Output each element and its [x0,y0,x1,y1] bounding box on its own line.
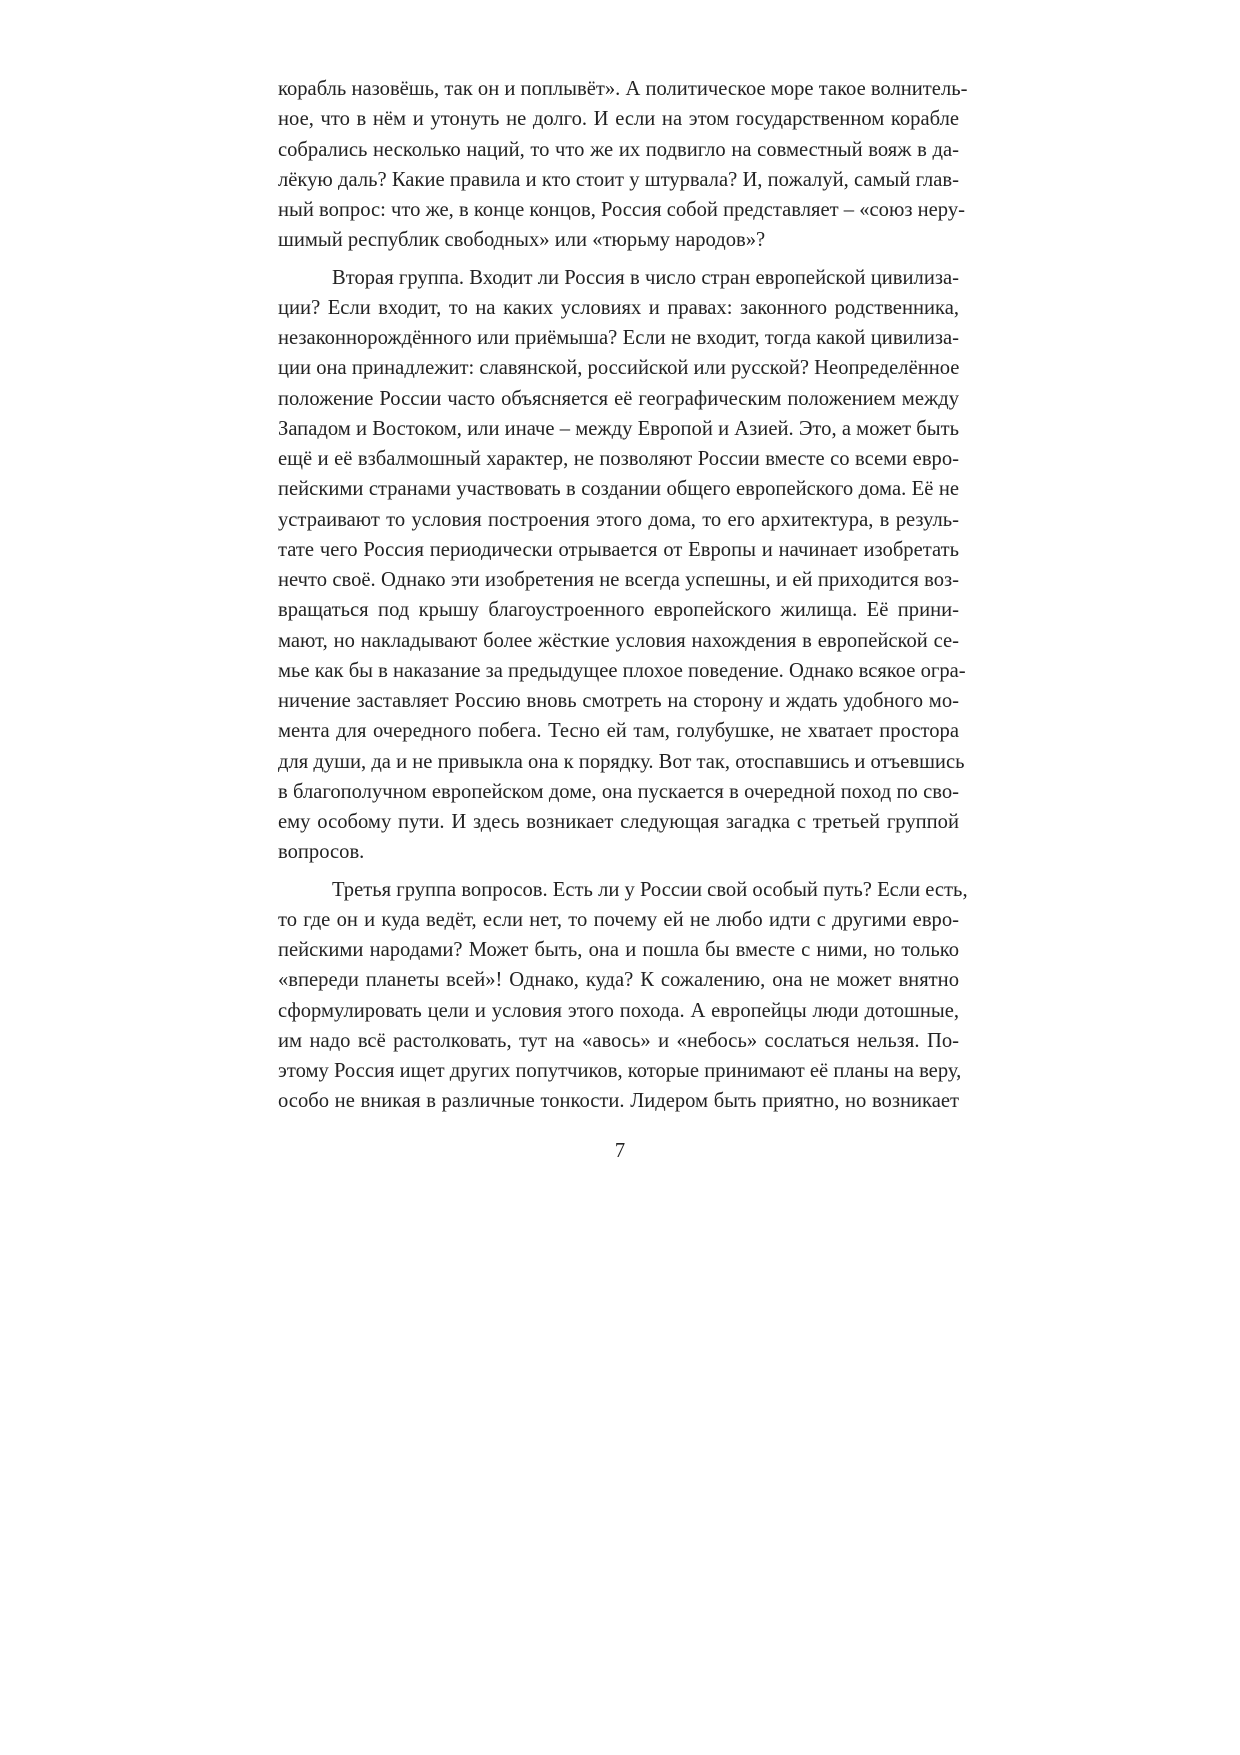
text-line: мают, но накладывают более жёсткие условия нахождения в европейской се- [278,629,959,652]
text-line: в благополучном европейском доме, она пускается в очередной поход по сво- [278,780,959,803]
text-line: ный вопрос: что же, в конце концов, Россия собой представляет – «союз неру- [278,199,965,221]
text-line: ничение заставляет Россию вновь смотреть на сторону и ждать удобного мо- [278,690,959,712]
paragraph-2 [278,263,966,868]
text-line: для души, да и не привыкла она к порядку. Вот так, отоспавшись и отъевшись [278,750,965,773]
text-line: вращаться под крышу благоустроенного европейского жилища. Её прини- [278,599,959,622]
text-line: Западом и Востоком, или иначе – между Европой и Азией. Это, а может быть [278,417,959,440]
body-text [278,74,968,1117]
text-line: положение России часто объясняется её географическим положением между [278,387,959,410]
text-line: ное, что в нём и утонуть не долго. И если на этом государственном корабле [278,108,959,131]
text-line: им надо всё растолковать, тут на «авось» и «небось» сослаться нельзя. По- [278,1029,959,1052]
text-line: пейскими народами? Может быть, она и пошла бы вместе с ними, но только [278,939,959,961]
text-line: «впереди планеты всей»! Однако, куда? К сожалению, она не может внятно [278,969,959,992]
text-line: этому Россия ищет других попутчиков, которые принимают её планы на веру, [278,1060,962,1082]
text-line: мье как бы в наказание за предыдущее плохое поведение. Однако всякое огра- [278,659,966,682]
text-line: собрались несколько наций, то что же их подвигло на совместный вояж в да- [278,138,959,161]
text-line: ему особому пути. И здесь возникает следующая загадка с третьей группой [278,811,959,833]
text-line: пейскими странами участвовать в создании общего европейского дома. Её не [278,478,959,501]
text-line: устраивают то условия построения этого дома, то его архитектура, в резуль- [278,508,959,531]
text-line: Третья группа вопросов. Есть ли у России свой особый путь? Если есть, [332,878,968,901]
paragraph-3 [278,875,968,1117]
text-line: сформулировать цели и условия этого похода. А европейцы люди дотошные, [278,999,959,1022]
text-line: незаконнорождённого или приёмыша? Если не входит, тогда какой цивилиза- [278,327,959,349]
text-line: тате чего Россия периодически отрывается от Европы и начинает изобретать [278,538,959,561]
text-line: шимый республик свободных» или «тюрьму народов»? [278,229,766,252]
text-line: то где он и куда ведёт, если нет, то почему ей не любо идти с другими евро- [278,908,959,931]
text-line: Вторая группа. Входит ли Россия в число стран европейской цивилиза- [332,266,959,289]
text-line: лёкую даль? Какие правила и кто стоит у штурвала? И, пожалуй, самый глав- [278,168,959,191]
text-line: особо не вникая в различные тонкости. Лидером быть приятно, но возникает [278,1090,959,1113]
text-line: мента для очередного побега. Тесно ей там, голубушке, не хватает простора [278,720,959,743]
text-line: вопросов. [278,841,365,864]
text-line: корабль назовёшь, так он и поплывёт». А политическое море такое волнитель- [278,78,968,100]
text-line: ции она принадлежит: славянской, российской или русской? Неопределённое [278,357,960,380]
paragraph-1 [278,74,968,256]
text-line: нечто своё. Однако эти изобретения не всегда успешны, и ей приходится воз- [278,569,959,591]
text-line: ещё и её взбалмошный характер, не позволяют России вместе со всеми евро- [278,448,959,470]
text-line: ции? Если входит, то на каких условиях и правах: законного родственника, [278,296,959,319]
page-number: 7 [614,1140,626,1162]
